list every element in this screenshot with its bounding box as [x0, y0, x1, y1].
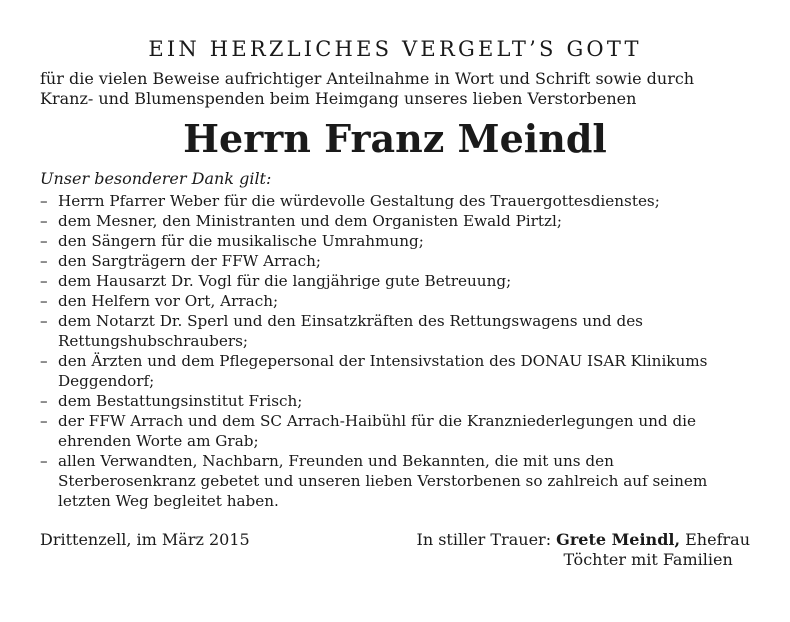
list-dash: – — [40, 312, 48, 330]
list-dash: – — [40, 272, 48, 290]
thanks-item — [40, 211, 750, 231]
thanks-item-text: allen Verwandten, Nachbarn, Freunden und Bekannten, die mit uns den Sterberosenkranz gebetet und unseren lieben Verstorbenen so zahlreich auf seinem letzten Weg begleitet haben. — [58, 452, 708, 510]
list-dash: – — [40, 452, 48, 470]
thanks-item-text: den Ärzten und dem Pflegepersonal der Intensivstation des DONAU ISAR Klinikums Deggendorf; — [58, 352, 708, 390]
thanks-item — [40, 191, 750, 211]
signer-row — [417, 530, 751, 550]
thanks-item — [40, 351, 750, 391]
thanks-item — [40, 311, 750, 351]
thanks-item-text: dem Hausarzt Dr. Vogl für die langjährige gute Betreuung; — [58, 272, 512, 290]
thanks-item — [40, 411, 750, 451]
thanks-item-text: den Sargträgern der FFW Arrach; — [58, 252, 322, 270]
thanks-item — [40, 391, 750, 411]
thanks-label: Unser besonderer Dank gilt: — [40, 169, 272, 188]
list-dash: – — [40, 352, 48, 370]
signer-relation: Ehefrau — [685, 530, 750, 549]
thanks-item-text: dem Bestattungsinstitut Frisch; — [58, 392, 303, 410]
place-date: Drittenzell, im März 2015 — [40, 530, 250, 549]
intro-text: für die vielen Beweise aufrichtiger Anteilnahme in Wort und Schrift sowie durch Kranz- und Blumenspenden beim Heimgang unseres lieben Verstorbenen — [40, 69, 695, 108]
list-dash: – — [40, 412, 48, 430]
thanks-item — [40, 451, 750, 511]
list-dash: – — [40, 192, 48, 210]
thanks-item — [40, 291, 750, 311]
signer-name: Grete Meindl, — [556, 530, 681, 549]
deceased-name: Herrn Franz Meindl — [183, 116, 607, 161]
thanks-item-text: dem Notarzt Dr. Sperl und den Einsatzkräften des Rettungswagens und des Rettungshubschraubers; — [58, 312, 643, 350]
thanks-list — [40, 191, 750, 511]
notice-heading: EIN HERZLICHES VERGELT’S GOTT — [148, 37, 642, 61]
list-dash: – — [40, 292, 48, 310]
mourners-block — [417, 530, 751, 570]
thanks-item — [40, 231, 750, 251]
families-line: Töchter mit Familien — [563, 550, 733, 569]
notice-footer — [40, 530, 750, 570]
list-dash: – — [40, 212, 48, 230]
thanks-item-text: der FFW Arrach und dem SC Arrach-Haibühl für die Kranzniederlegungen und die ehrenden Worte am Grab; — [58, 412, 697, 450]
mourning-prefix: In stiller Trauer: — [416, 530, 552, 549]
thanks-item-text: den Sängern für die musikalische Umrahmung; — [58, 232, 424, 250]
thanks-item — [40, 271, 750, 291]
thanks-item — [40, 251, 750, 271]
list-dash: – — [40, 232, 48, 250]
list-dash: – — [40, 392, 48, 410]
thanks-item-text: den Helfern vor Ort, Arrach; — [58, 292, 279, 310]
thanks-item-text: Herrn Pfarrer Weber für die würdevolle Gestaltung des Trauergottesdienstes; — [58, 192, 660, 210]
thanks-item-text: dem Mesner, den Ministranten und dem Organisten Ewald Pirtzl; — [58, 212, 562, 230]
list-dash: – — [40, 252, 48, 270]
